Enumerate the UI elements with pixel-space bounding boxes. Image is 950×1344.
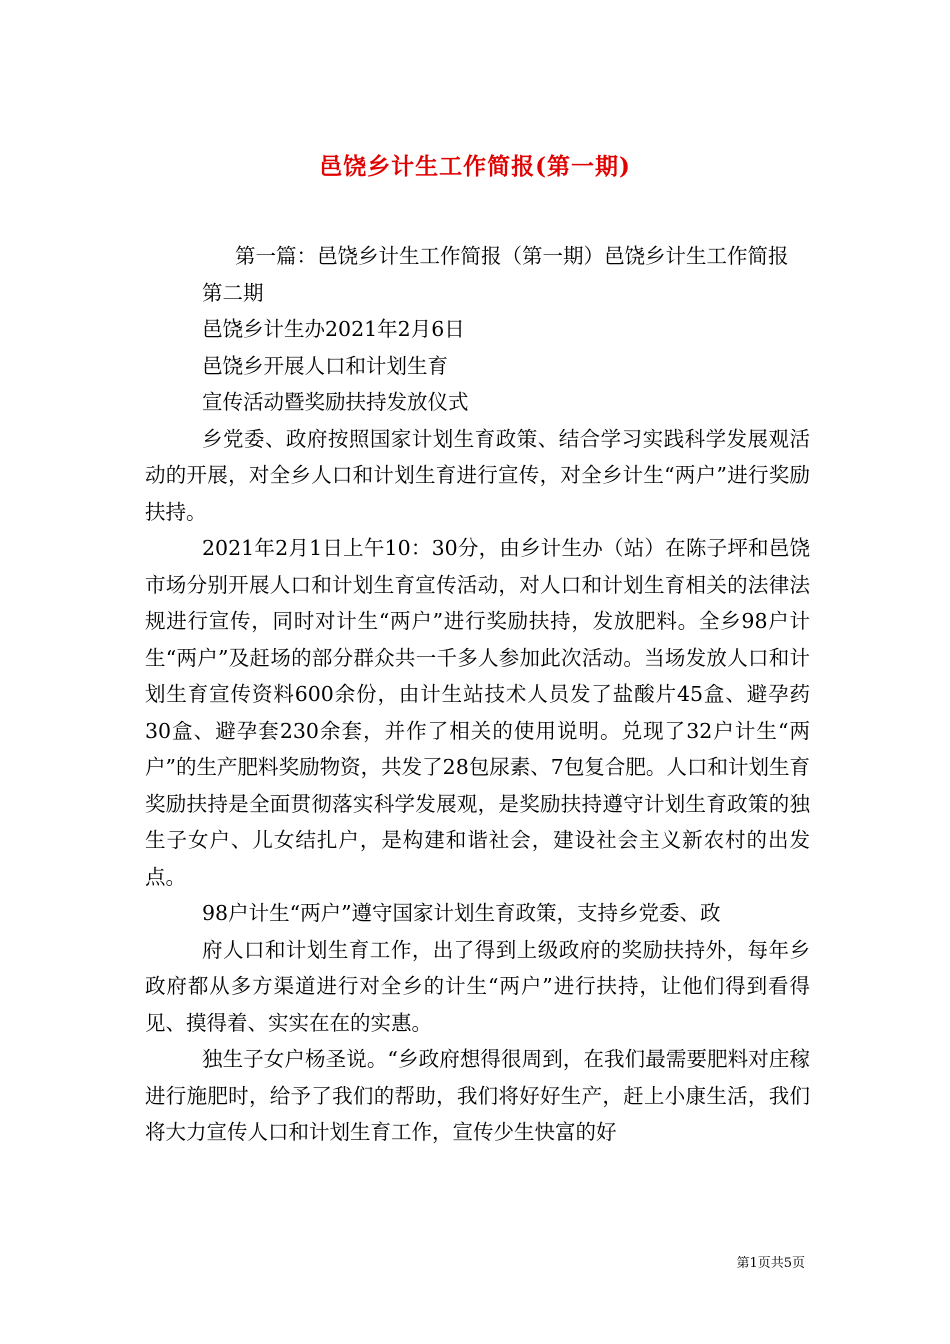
page-number: 第1页共5页 xyxy=(736,1256,805,1271)
paragraph-households: 98户计生“两户”遵守国家计划生育政策，支持乡党委、政 xyxy=(202,901,721,925)
paragraph-issue-number: 第二期 xyxy=(202,280,264,305)
paragraph-heading-line-1: 邑饶乡开展人口和计划生育 xyxy=(202,353,448,378)
paragraph-quote: 独生子女户杨圣说。“乡政府想得很周到，在我们最需要肥料对庄稼进行施肥时，给予了我们的帮助，我们将好好生产，赶上小康生活，我们将大力宣传人口和计划生育工作，宣传少生快富的好 xyxy=(145,1047,810,1144)
paragraph-intro: 第一篇：邑饶乡计生工作简报（第一期）邑饶乡计生工作简报 xyxy=(235,244,789,268)
paragraph-issuer-date: 邑饶乡计生办2021年2月6日 xyxy=(202,317,465,341)
paragraph-heading-line-2: 宣传活动暨奖励扶持发放仪式 xyxy=(202,390,469,414)
paragraph-summary: 乡党委、政府按照国家计划生育政策、结合学习实践科学发展观活动的开展，对全乡人口和计划生育进行宣传，对全乡计生“两户”进行奖励扶持。 xyxy=(145,426,810,524)
paragraph-support: 府人口和计划生育工作，出了得到上级政府的奖励扶持外，每年乡政府都从多方渠道进行对全乡的计生“两户”进行扶持，让他们得到看得见、摸得着、实实在在的实惠。 xyxy=(145,937,810,1035)
page-title: 邑饶乡计生工作简报(第一期) xyxy=(319,153,631,181)
document-body xyxy=(145,238,810,1151)
paragraph-event-details: 2021年2月1日上午10：30分，由乡计生办（站）在陈子坪和邑饶市场分别开展人口和计划生育宣传活动，对人口和计划生育相关的法律法规进行宣传，同时对计生“两户”进行奖励扶持，发放肥料。全乡98户计生“两户”及赶场的部分群众共一千多人参加此次活动。当场发放人口和计划生育宣传资料600余份，由计生站技术人员发了盐酸片45盒、避孕药30盒、避孕套230余套，并作了相关的使用说明。兑现了32户计生“两户”的生产肥料奖励物资，共发了28包尿素、7包复合肥。人口和计划生育奖励扶持是全面贯彻落实科学发展观，是奖励扶持遵守计划生育政策的独生子女户、儿女结扎户，是构建和谐社会，建设社会主义新农村的出发点。 xyxy=(145,536,810,889)
